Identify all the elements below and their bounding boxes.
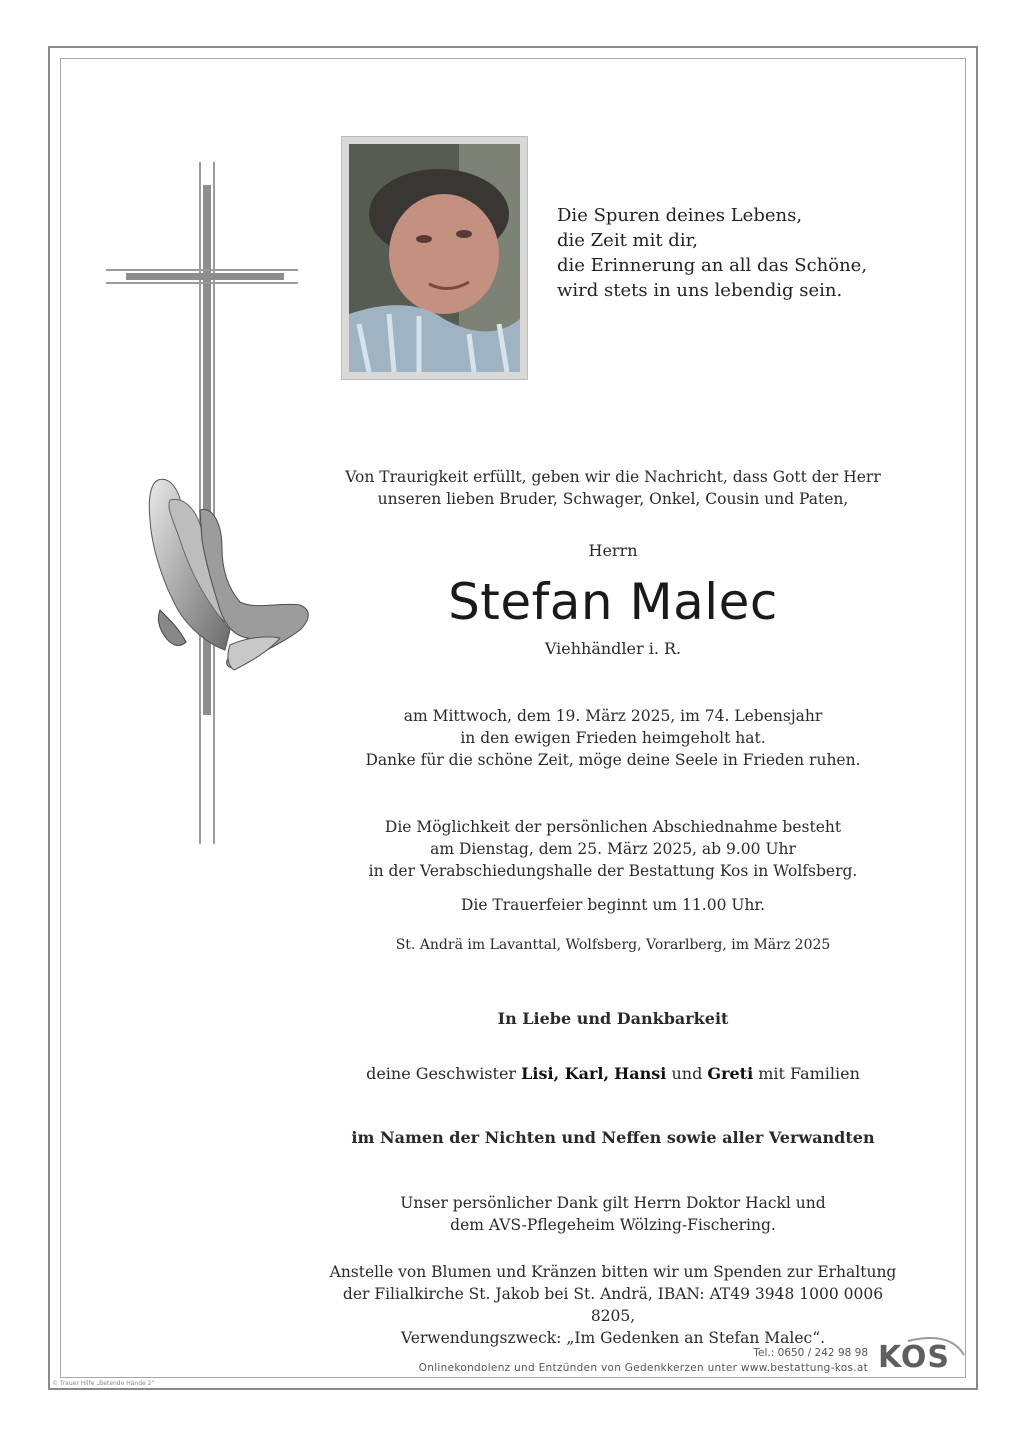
occupation: Viehhändler i. R. [544, 639, 682, 658]
farewell-line: am Dienstag, dem 25. März 2025, ab 9.00 Uhr [430, 840, 796, 858]
image-credit: © Trauer Hilfe „Betende Hände 2“ [52, 1380, 155, 1387]
farewell-line: in der Verabschiedungshalle der Bestattung Kos in Wolfsberg. [368, 862, 858, 880]
closing-heading: In Liebe und Dankbarkeit [497, 1009, 729, 1028]
sibling-name: Hansi [614, 1064, 667, 1083]
family-line [330, 1063, 896, 1085]
donation-line: Verwendungszweck: „Im Gedenken an Stefan Malec“. [400, 1329, 826, 1347]
poem-line: die Erinnerung an all das Schöne, [557, 255, 868, 276]
family-prefix: deine Geschwister [366, 1064, 517, 1083]
sibling-names: Lisi, Karl, [521, 1064, 610, 1083]
conjunction: und [671, 1064, 703, 1083]
footer-phone: Tel.: 0650 / 242 98 98 [753, 1347, 868, 1359]
praying-hands-icon [130, 470, 315, 680]
intro-text [330, 466, 896, 510]
thanks-text [330, 1192, 896, 1236]
sibling-name: Greti [707, 1064, 754, 1083]
poem-line: Die Spuren deines Lebens, [557, 205, 803, 226]
footer-online-link[interactable]: Onlinekondolenz und Entzünden von Gedenkkerzen unter www.bestattung-kos.at [418, 1362, 868, 1374]
intro-line: unseren lieben Bruder, Schwager, Onkel, Cousin und Paten, [377, 490, 849, 508]
place-date: St. Andrä im Lavanttal, Wolfsberg, Vorarlberg, im März 2025 [395, 937, 831, 953]
salutation: Herrn [588, 541, 638, 560]
donation-line: Anstelle von Blumen und Kränzen bitten wir um Spenden zur Erhaltung [329, 1263, 897, 1281]
kos-logo: KOS [878, 1340, 951, 1375]
death-line: am Mittwoch, dem 19. März 2025, im 74. Lebensjahr [403, 707, 823, 725]
deceased-name: Stefan Malec [448, 573, 778, 631]
donation-text [320, 1261, 906, 1349]
death-notice [330, 705, 896, 771]
death-line: in den ewigen Frieden heimgeholt hat. [460, 729, 766, 747]
intro-line: Von Traurigkeit erfüllt, geben wir die Nachricht, dass Gott der Herr [345, 468, 881, 486]
thanks-line: Unser persönlicher Dank gilt Herrn Doktor Hackl und [400, 1194, 826, 1212]
poem [557, 203, 867, 303]
ceremony-time: Die Trauerfeier beginnt um 11.00 Uhr. [460, 896, 766, 914]
portrait-photo [349, 144, 520, 372]
thanks-line: dem AVS-Pflegeheim Wölzing-Fischering. [450, 1216, 776, 1234]
death-line: Danke für die schöne Zeit, möge deine Seele in Frieden ruhen. [365, 751, 861, 769]
family-suffix: mit Familien [758, 1064, 860, 1083]
portrait-photo-frame [341, 136, 528, 380]
farewell-info [330, 816, 896, 882]
poem-line: wird stets in uns lebendig sein. [557, 280, 843, 301]
relatives-line: im Namen der Nichten und Neffen sowie aller Verwandten [351, 1128, 875, 1147]
farewell-line: Die Möglichkeit der persönlichen Abschiednahme besteht [384, 818, 842, 836]
poem-line: die Zeit mit dir, [557, 230, 698, 251]
donation-line: der Filialkirche St. Jakob bei St. Andrä, IBAN: AT49 3948 1000 0006 8205, [342, 1285, 884, 1325]
